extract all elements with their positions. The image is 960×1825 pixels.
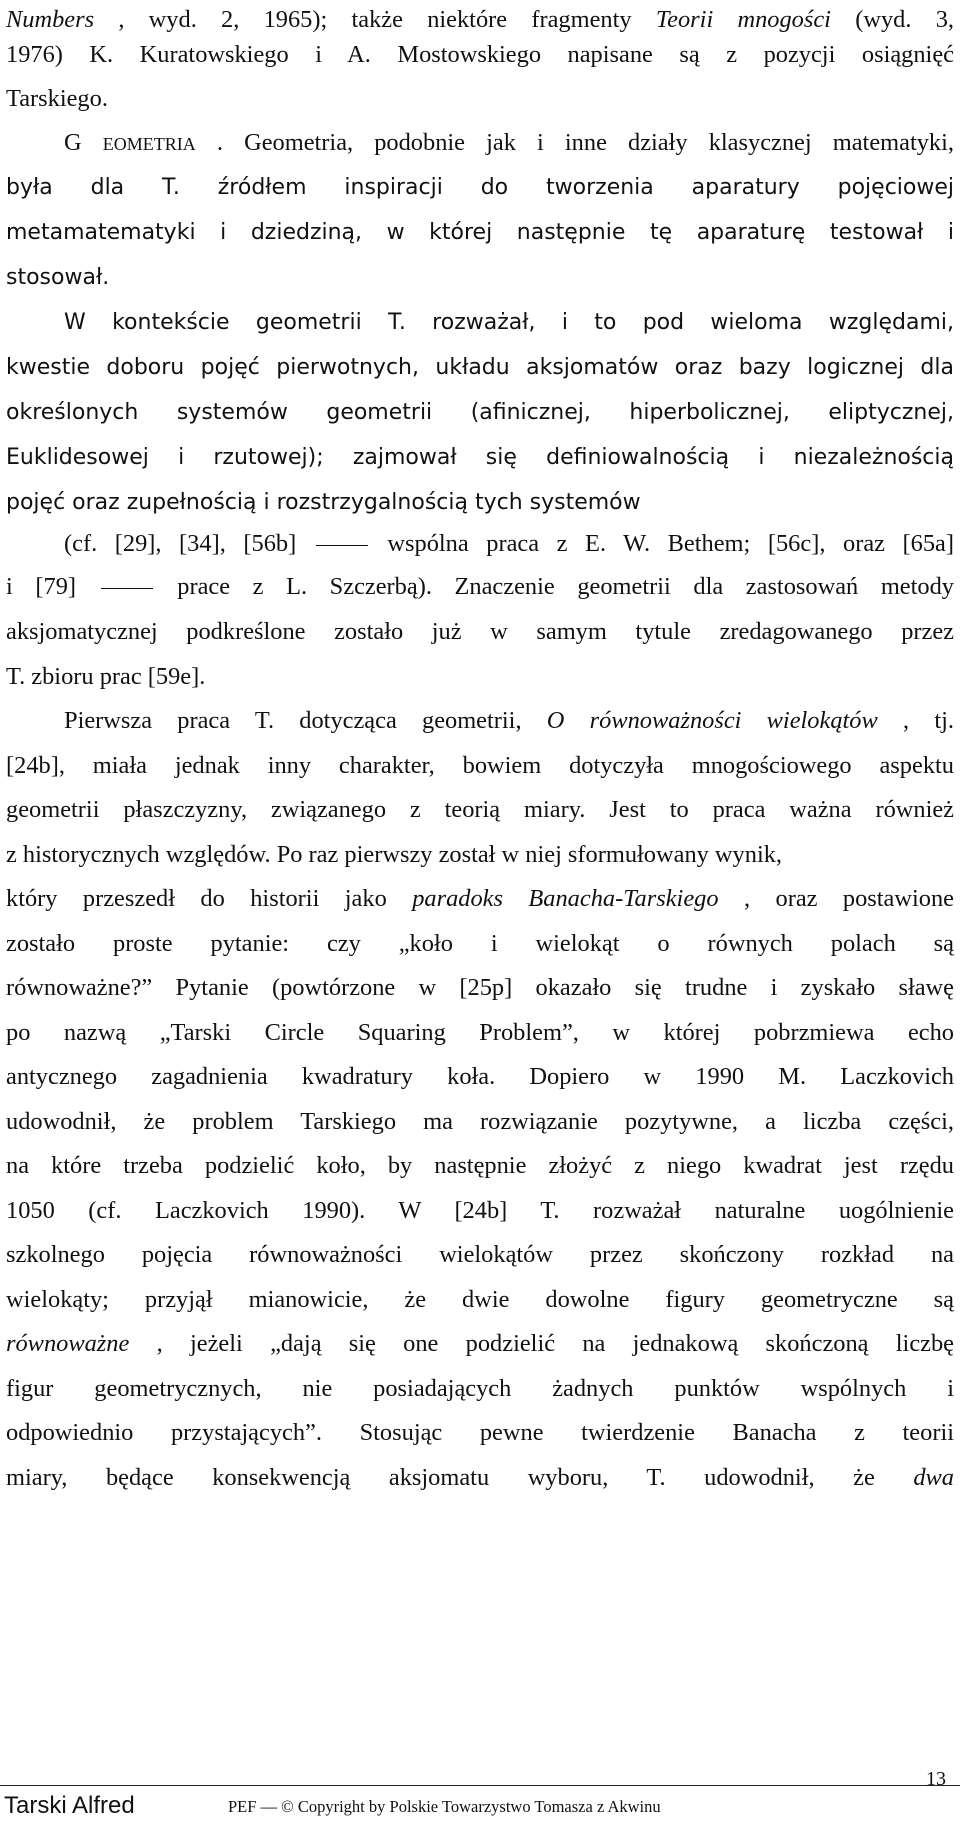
text-segment: metamatematyki i dziedziną, w której następnie tę aparaturę testował i <box>6 220 954 245</box>
small-caps-text: EOMETRIA <box>102 134 196 154</box>
page-number: 13 <box>926 1768 946 1790</box>
text-line <box>6 790 954 830</box>
text-segment: pojęć oraz zupełnością i rozstrzygalnością tych systemów <box>6 490 641 515</box>
text-line <box>6 483 954 523</box>
text-segment: Pierwsza praca T. dotycząca geometrii, <box>64 707 547 734</box>
text-line <box>6 213 954 253</box>
text-line <box>6 1057 954 1097</box>
text-line <box>64 701 954 741</box>
text-line <box>6 1235 954 1275</box>
text-line <box>6 1013 954 1053</box>
text-segment: stosował. <box>6 265 110 290</box>
text-line <box>6 1369 954 1409</box>
text-segment: na które trzeba podzielić koło, by następnie złożyć z niego kwadrat jest rzędu <box>6 1152 954 1179</box>
text-segment: , oraz postawione <box>743 885 954 912</box>
text-segment: odpowiednio przystających”. Stosując pewne twierdzenie Banacha z teorii <box>6 1419 954 1446</box>
italic-text: Numbers <box>6 6 95 33</box>
text-line <box>6 924 954 964</box>
italic-text: O równoważności wielokątów <box>546 707 878 734</box>
text-line <box>6 1146 954 1186</box>
text-segment: po nazwą „Tarski Circle Squaring Problem”, w której pobrzmiewa echo <box>6 1019 954 1046</box>
text-line <box>6 1324 954 1364</box>
text-segment: miary, będące konsekwencją aksjomatu wyboru, T. udowodnił, że <box>6 1464 914 1491</box>
text-line <box>64 123 954 163</box>
text-segment: równoważne?” Pytanie (powtórzone w [25p] okazało się trudne i zyskało sławę <box>6 974 954 1001</box>
text-segment: . Geometria, podobnie jak i inne działy klasycznej matematyki, <box>216 129 954 156</box>
text-line <box>6 0 954 40</box>
text-line <box>6 79 954 119</box>
italic-text: równoważne <box>6 1330 130 1357</box>
footer-copyright: PEF — © Copyright by Polskie Towarzystwo Tomasza z Akwinu <box>228 1797 661 1816</box>
text-line <box>6 35 954 75</box>
text-line <box>6 1102 954 1142</box>
em-dash-rule <box>101 588 153 589</box>
text-line <box>6 258 954 298</box>
text-segment: antycznego zagadnienia kwadratury koła. Dopiero w 1990 M. Laczkovich <box>6 1063 954 1090</box>
text-line <box>6 438 954 478</box>
text-line <box>6 567 954 607</box>
text-segment: , jeżeli „dają się one podzielić na jednakową skończoną liczbę <box>156 1330 954 1357</box>
text-segment: G <box>64 129 82 156</box>
text-segment: 1050 (cf. Laczkovich 1990). W [24b] T. rozważał naturalne uogólnienie <box>6 1197 954 1224</box>
text-line <box>64 524 954 564</box>
text-segment: T. zbioru prac [59e]. <box>6 663 206 690</box>
text-line <box>6 879 954 919</box>
text-segment: zostało proste pytanie: czy „koło i wielokąt o równych polach są <box>6 930 954 957</box>
text-line <box>6 612 954 652</box>
italic-text: paradoks Banacha-Tarskiego <box>412 885 719 912</box>
text-segment: który przeszedł do historii jako <box>6 885 413 912</box>
text-segment: szkolnego pojęcia równoważności wielokątów przez skończony rozkład na <box>6 1241 954 1268</box>
text-segment: aksjomatycznej podkreślone zostało już w samym tytule zredagowanego przez <box>6 618 954 645</box>
text-segment: 1976) K. Kuratowskiego i A. Mostowskiego napisane są z pozycji osiągnięć <box>6 41 954 68</box>
text-line <box>6 1191 954 1231</box>
text-segment: , wyd. 2, 1965); także niektóre fragmenty <box>118 6 656 33</box>
text-line <box>6 657 954 697</box>
text-segment: W kontekście geometrii T. rozważał, i to pod wieloma względami, <box>64 310 954 335</box>
text-segment: i [79] <box>6 573 77 600</box>
text-segment: prace z L. Szczerbą). Znaczenie geometrii dla zastosowań metody <box>177 573 954 600</box>
text-segment: (cf. [29], [34], [56b] <box>64 530 314 557</box>
text-line <box>6 835 954 875</box>
text-line <box>6 168 954 208</box>
text-segment: [24b], miała jednak inny charakter, bowiem dotyczyła mnogościowego aspektu <box>6 752 954 779</box>
text-line <box>6 1280 954 1320</box>
text-segment: udowodnił, że problem Tarskiego ma rozwiązanie pozytywne, a liczba części, <box>6 1108 954 1135</box>
text-segment: określonych systemów geometrii (afinicznej, hiperbolicznej, eliptycznej, <box>6 400 954 425</box>
text-line <box>6 348 954 388</box>
text-segment: Euklidesowej i rzutowej); zajmował się definiowalnością i niezależnością <box>6 445 954 470</box>
text-segment: z historycznych względów. Po raz pierwszy został w niej sformułowany wynik, <box>6 841 783 868</box>
text-segment: była dla T. źródłem inspiracji do tworzenia aparatury pojęciowej <box>6 175 954 200</box>
text-segment: geometrii płaszczyzny, związanego z teorią miary. Jest to praca ważna również <box>6 796 954 823</box>
text-line <box>64 303 954 343</box>
text-segment: Tarskiego. <box>6 85 108 112</box>
text-line <box>6 1413 954 1453</box>
page-footer <box>0 1768 960 1825</box>
text-segment: wspólna praca z E. W. Bethem; [56c], oraz [65a] <box>387 530 955 557</box>
text-segment: , tj. <box>903 707 954 734</box>
text-segment: kwestie doboru pojęć pierwotnych, układu aksjomatów oraz bazy logicznej dla <box>6 355 954 380</box>
text-segment: (wyd. 3, <box>855 6 954 33</box>
text-segment: figur geometrycznych, nie posiadających żadnych punktów wspólnych i <box>6 1375 954 1402</box>
text-line <box>6 393 954 433</box>
italic-text: dwa <box>913 1464 954 1491</box>
em-dash-rule <box>316 545 368 546</box>
text-segment: wielokąty; przyjął mianowicie, że dwie dowolne figury geometryczne są <box>6 1286 954 1313</box>
text-line <box>6 1458 954 1498</box>
text-line <box>6 968 954 1008</box>
footer-author: Tarski Alfred <box>4 1792 135 1819</box>
italic-text: Teorii mnogości <box>655 6 831 33</box>
text-line <box>6 746 954 786</box>
